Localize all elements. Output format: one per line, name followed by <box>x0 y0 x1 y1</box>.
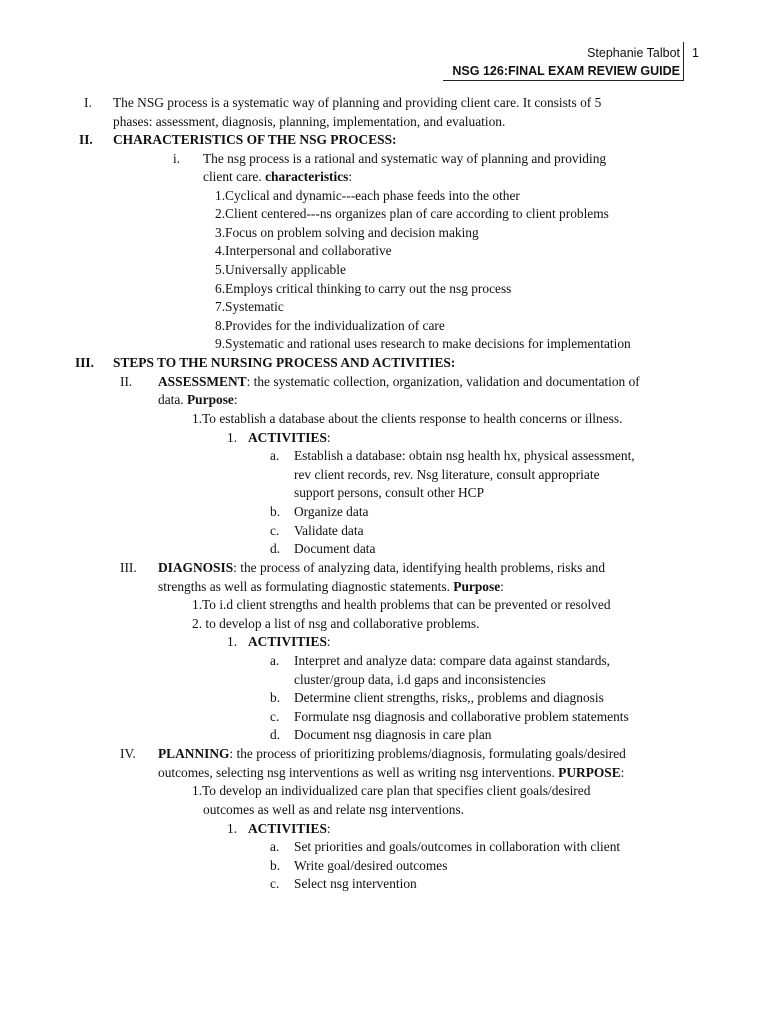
activity-letter: a. <box>270 653 280 668</box>
characteristic-item: 9.Systematic and rational uses research to make decisions for implementation <box>215 336 631 351</box>
planning-definition-line2: outcomes, selecting nsg interventions as well as writing nsg interventions. PURPOSE: <box>158 765 625 780</box>
diagnosis-purpose-item: 2. to develop a list of nsg and collaborative problems. <box>192 616 480 631</box>
section-1-numeral: I. <box>84 95 92 110</box>
activity-text: Validate data <box>294 523 364 538</box>
activity-text: Interpret and analyze data: compare data against standards, <box>294 653 611 668</box>
header-divider <box>683 42 684 80</box>
activity-letter: b. <box>270 504 281 519</box>
diagnosis-definition-line1: DIAGNOSIS: the process of analyzing data, identifying health problems, risks and <box>158 560 606 575</box>
assessment-definition-line1: ASSESSMENT: the systematic collection, organization, validation and documentation of <box>158 374 640 389</box>
activity-text: Select nsg intervention <box>294 876 417 891</box>
activity-text: cluster/group data, i.d gaps and inconsistencies <box>294 672 546 687</box>
assessment-activities-heading: ACTIVITIES: <box>248 430 331 445</box>
planning-activities-num: 1. <box>227 821 238 836</box>
planning-numeral: IV. <box>120 746 136 761</box>
section-2-heading: CHARACTERISTICS OF THE NSG PROCESS: <box>113 132 397 147</box>
assessment-purpose-item: 1.To establish a database about the clients response to health concerns or illness. <box>192 411 623 426</box>
characteristic-item: 2.Client centered---ns organizes plan of care according to client problems <box>215 206 609 221</box>
page-number: 1 <box>692 46 699 60</box>
activity-text: Organize data <box>294 504 369 519</box>
characteristics-label: characteristics <box>265 169 349 184</box>
document-title: NSG 126:FINAL EXAM REVIEW GUIDE <box>452 64 680 78</box>
characteristic-item: 4.Interpersonal and collaborative <box>215 243 392 258</box>
diagnosis-purpose-label: Purpose <box>453 579 501 594</box>
diagnosis-definition-line2: strengths as well as formulating diagnostic statements. Purpose: <box>158 579 504 594</box>
activity-text: Document nsg diagnosis in care plan <box>294 727 492 742</box>
activity-text: Formulate nsg diagnosis and collaborative problem statements <box>294 709 629 724</box>
activity-text: rev client records, rev. Nsg literature, consult appropriate <box>294 467 600 482</box>
activity-letter: d. <box>270 727 281 742</box>
section-1-text-line1: The NSG process is a systematic way of planning and providing client care. It consists of 5 <box>113 95 602 110</box>
activity-letter: c. <box>270 523 280 538</box>
activity-letter: c. <box>270 876 280 891</box>
characteristic-item: 1.Cyclical and dynamic---each phase feeds into the other <box>215 188 520 203</box>
characteristic-item: 5.Universally applicable <box>215 262 346 277</box>
assessment-definition-line2: data. Purpose: <box>158 392 238 407</box>
planning-purpose-item: outcomes as well as and relate nsg interventions. <box>203 802 465 817</box>
characteristic-item: 7.Systematic <box>215 299 284 314</box>
planning-definition-line1: PLANNING: the process of prioritizing problems/diagnosis, formulating goals/desired <box>158 746 626 761</box>
assessment-term: ASSESSMENT <box>158 374 247 389</box>
planning-purpose-label: PURPOSE <box>558 765 621 780</box>
characteristic-item: 3.Focus on problem solving and decision making <box>215 225 479 240</box>
activity-letter: c. <box>270 709 280 724</box>
activity-text: Write goal/desired outcomes <box>294 858 448 873</box>
characteristic-item: 6.Employs critical thinking to carry out the nsg process <box>215 281 512 296</box>
activity-letter: a. <box>270 448 280 463</box>
diagnosis-activities-heading: ACTIVITIES: <box>248 634 331 649</box>
activity-text: support persons, consult other HCP <box>294 485 485 500</box>
diagnosis-numeral: III. <box>120 560 137 575</box>
activity-text: Establish a database: obtain nsg health hx, physical assessment, <box>294 448 635 463</box>
activity-text: Set priorities and goals/outcomes in collaboration with client <box>294 839 621 854</box>
activity-text: Determine client strengths, risks,, problems and diagnosis <box>294 690 604 705</box>
author-name: Stephanie Talbot <box>587 46 680 60</box>
activity-letter: d. <box>270 541 281 556</box>
planning-term: PLANNING <box>158 746 230 761</box>
section-2-sub-numeral: i. <box>173 151 181 166</box>
planning-purpose-item: 1.To develop an individualized care plan that specifies client goals/desired <box>192 783 591 798</box>
diagnosis-activities-num: 1. <box>227 634 238 649</box>
section-2-sub-line2: client care. characteristics: <box>203 169 353 184</box>
section-1-text-line2: phases: assessment, diagnosis, planning, implementation, and evaluation. <box>113 114 506 129</box>
section-3-heading: STEPS TO THE NURSING PROCESS AND ACTIVITIES: <box>113 355 456 370</box>
section-3-numeral: III. <box>75 355 94 370</box>
header-rule <box>443 80 684 81</box>
diagnosis-purpose-item: 1.To i.d client strengths and health problems that can be prevented or resolved <box>192 597 611 612</box>
activity-text: Document data <box>294 541 376 556</box>
activity-letter: a. <box>270 839 280 854</box>
diagnosis-term: DIAGNOSIS <box>158 560 234 575</box>
assessment-activities-num: 1. <box>227 430 238 445</box>
activity-letter: b. <box>270 690 281 705</box>
characteristic-item: 8.Provides for the individualization of care <box>215 318 445 333</box>
planning-activities-heading: ACTIVITIES: <box>248 821 331 836</box>
assessment-purpose-label: Purpose <box>187 392 234 407</box>
section-2-numeral: II. <box>79 132 93 147</box>
activity-letter: b. <box>270 858 281 873</box>
assessment-numeral: II. <box>120 374 133 389</box>
section-2-sub-line1: The nsg process is a rational and systematic way of planning and providing <box>203 151 607 166</box>
